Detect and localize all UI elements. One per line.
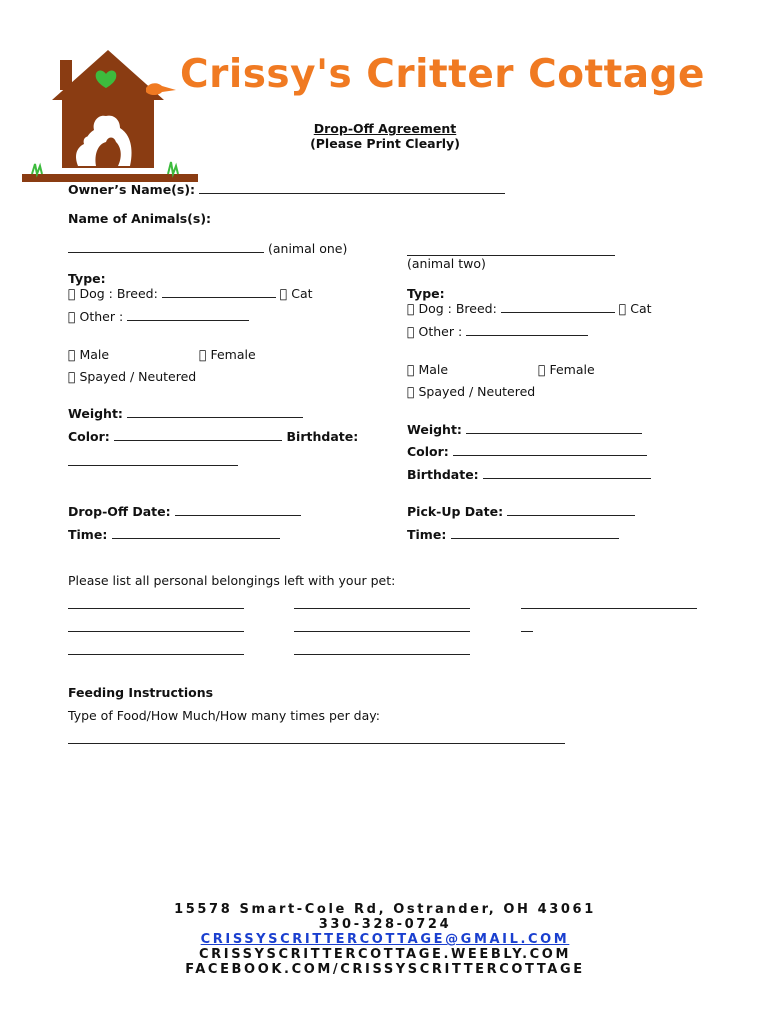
form-subtitle: (Please Print Clearly) bbox=[310, 136, 460, 151]
pickup-date-field[interactable] bbox=[407, 504, 635, 519]
pickup-time-label: Time: bbox=[407, 527, 447, 542]
animal-one-other-checkbox[interactable]: Other : bbox=[68, 309, 112, 324]
dropoff-date-field[interactable] bbox=[68, 504, 301, 519]
animal-two-caption: (animal two) bbox=[407, 256, 486, 271]
footer-website: CRISSYSCRITTERCOTTAGE.WEEBLY.COM bbox=[199, 947, 571, 962]
animal-one-birthdate-label: Birthdate: bbox=[286, 429, 359, 444]
dropoff-time-blank[interactable] bbox=[112, 527, 280, 539]
animal-one-color-label: Color: bbox=[68, 429, 110, 444]
animal-two-dog-checkbox[interactable]: Dog : Breed: bbox=[407, 301, 486, 316]
animal-one-weight-blank[interactable] bbox=[127, 406, 303, 418]
animal-two-type-label: Type: bbox=[407, 286, 445, 301]
animal-two-birthdate-field[interactable] bbox=[407, 467, 651, 482]
animal-two-other-blank[interactable] bbox=[466, 324, 588, 336]
animal-two-cat-checkbox[interactable]: Cat bbox=[607, 301, 629, 316]
animal-two-other-row[interactable] bbox=[407, 324, 588, 339]
footer-phone: 330-328-0724 bbox=[318, 917, 452, 932]
animal-two-weight-blank[interactable] bbox=[466, 422, 642, 434]
animal-one-dog-checkbox[interactable]: Dog : Breed: bbox=[68, 286, 147, 301]
belongings-prompt: Please list all personal belongings left with your pet: bbox=[68, 573, 396, 588]
animal-one-caption: (animal one) bbox=[267, 241, 348, 256]
animal-two-color-blank[interactable] bbox=[453, 444, 647, 456]
owner-name-label: Owner’s Name(s): bbox=[68, 182, 196, 197]
logo bbox=[18, 38, 705, 188]
animal-two-breed-blank[interactable] bbox=[501, 301, 615, 313]
animal-one-male-checkbox[interactable]: Male bbox=[68, 347, 98, 362]
animal-one-color-field[interactable] bbox=[68, 429, 358, 444]
animal-two-dog-row[interactable] bbox=[407, 301, 652, 316]
pickup-time-field[interactable] bbox=[407, 527, 619, 542]
pickup-date-blank[interactable] bbox=[507, 504, 635, 516]
animal-one-cat-checkbox[interactable]: Cat bbox=[268, 286, 290, 301]
belongings-line[interactable] bbox=[68, 608, 244, 609]
animal-one-weight-label: Weight: bbox=[68, 406, 123, 421]
animal-two-other-checkbox[interactable]: Other : bbox=[407, 324, 451, 339]
animal-one-type-label: Type: bbox=[68, 271, 106, 286]
animal-one-name-blank[interactable] bbox=[68, 241, 264, 253]
animal-one-breed-blank[interactable] bbox=[162, 286, 276, 298]
animal-one-weight-field[interactable] bbox=[68, 406, 303, 421]
belongings-line[interactable] bbox=[294, 631, 470, 632]
animal-two-male-checkbox[interactable]: Male bbox=[407, 362, 437, 377]
belongings-line[interactable] bbox=[294, 654, 470, 655]
owner-name-blank[interactable] bbox=[199, 182, 505, 194]
animal-two-birthdate-label: Birthdate: bbox=[407, 467, 479, 482]
animal-two-weight-field[interactable] bbox=[407, 422, 642, 437]
footer-address: 15578 Smart-Cole Rd, Ostrander, OH 43061 bbox=[174, 902, 596, 917]
feeding-line[interactable] bbox=[68, 743, 565, 744]
animal-two-weight-label: Weight: bbox=[407, 422, 462, 437]
animals-label: Name of Animals(s): bbox=[68, 211, 212, 226]
belongings-line[interactable] bbox=[521, 631, 533, 632]
animal-one-other-row[interactable] bbox=[68, 309, 249, 324]
animal-one-other-blank[interactable] bbox=[127, 309, 249, 321]
belongings-line[interactable] bbox=[521, 608, 697, 609]
animal-two-birthdate-blank[interactable] bbox=[483, 467, 651, 479]
belongings-line[interactable] bbox=[68, 654, 244, 655]
form-title: Drop-Off Agreement bbox=[313, 121, 457, 136]
footer-facebook: FACEBOOK.COM/CRISSYSCRITTERCOTTAGE bbox=[185, 962, 585, 977]
animal-one-spayed-checkbox[interactable]: Spayed / Neutered bbox=[68, 369, 185, 384]
feeding-heading: Feeding Instructions bbox=[68, 685, 214, 700]
animal-one-name-field[interactable] bbox=[68, 241, 347, 256]
animal-one-color-blank[interactable] bbox=[114, 429, 282, 441]
pickup-date-label: Pick-Up Date: bbox=[407, 504, 504, 519]
dropoff-date-label: Drop-Off Date: bbox=[68, 504, 171, 519]
animal-two-spayed-checkbox[interactable]: Spayed / Neutered bbox=[407, 384, 524, 399]
dropoff-date-blank[interactable] bbox=[175, 504, 301, 516]
animal-one-female-checkbox[interactable]: Female bbox=[199, 347, 245, 362]
pickup-time-blank[interactable] bbox=[451, 527, 619, 539]
animal-two-color-field[interactable] bbox=[407, 444, 647, 459]
animal-two-female-checkbox[interactable]: Female bbox=[538, 362, 584, 377]
logo-title: Crissy's Critter Cottage bbox=[180, 52, 705, 97]
belongings-line[interactable] bbox=[294, 608, 470, 609]
feeding-prompt: Type of Food/How Much/How many times per day: bbox=[68, 708, 380, 723]
footer-email-link[interactable]: CRISSYSCRITTERCOTTAGE@GMAIL.COM bbox=[200, 932, 570, 947]
dropoff-time-field[interactable] bbox=[68, 527, 280, 542]
belongings-line[interactable] bbox=[68, 631, 244, 632]
animal-one-dog-row[interactable] bbox=[68, 286, 313, 301]
animal-two-color-label: Color: bbox=[407, 444, 449, 459]
animal-one-birthdate-blank[interactable] bbox=[68, 465, 238, 466]
dropoff-time-label: Time: bbox=[68, 527, 108, 542]
owner-name-field[interactable] bbox=[68, 182, 505, 197]
